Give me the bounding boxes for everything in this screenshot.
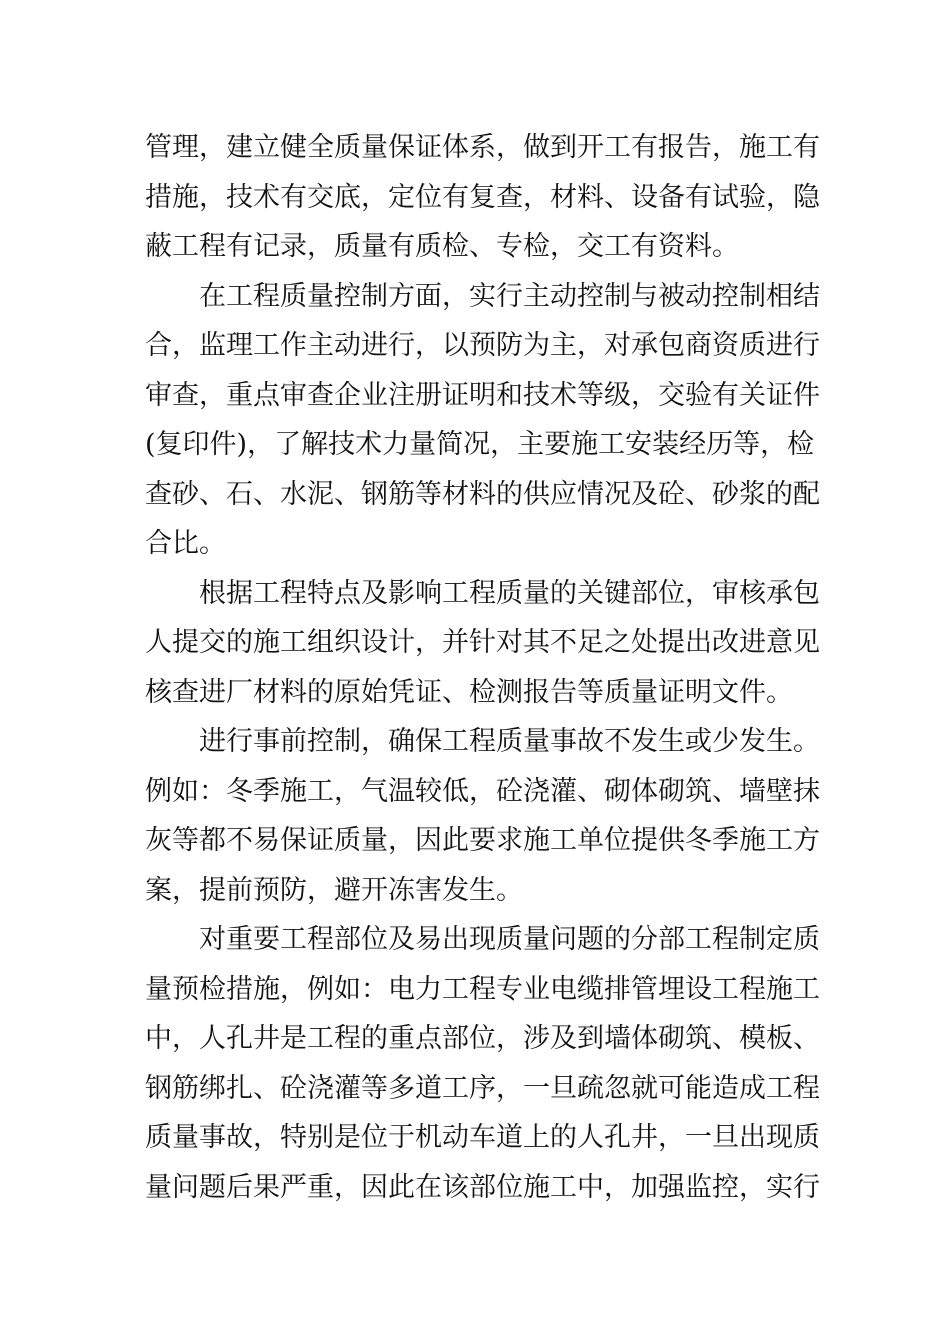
paragraph-line: 查砂、石、水泥、钢筋等材料的供应情况及砼、砂浆的配 <box>145 478 820 510</box>
paragraph-line: 钢筋绑扎、砼浇灌等多道工序，一旦疏忽就可能造成工程 <box>145 1072 820 1104</box>
paragraph-line: 对重要工程部位及易出现质量问题的分部工程制定质 <box>199 924 820 955</box>
paragraph-line: 例如：冬季施工，气温较低，砼浇灌、砌体砌筑、墙壁抹 <box>145 775 820 807</box>
paragraph-2 <box>145 272 820 569</box>
document-body <box>145 123 820 1212</box>
paragraph-line: 审查，重点审查企业注册证明和技术等级，交验有关证件 <box>145 379 820 411</box>
paragraph-line: 合，监理工作主动进行，以预防为主，对承包商资质进行 <box>145 330 820 361</box>
paragraph-line: 人提交的施工组织设计，并针对其不足之处提出改进意见 <box>145 627 820 658</box>
paragraph-line: 进行事前控制，确保工程质量事故不发生或少发生。 <box>199 726 820 757</box>
paragraph-4 <box>145 717 820 915</box>
paragraph-line: 措施，技术有交底，定位有复查，材料、设备有试验，隐 <box>145 181 820 213</box>
paragraph-line: (复印件)，了解技术力量简况，主要施工安装经历等，检 <box>145 429 815 460</box>
paragraph-line: 在工程质量控制方面，实行主动控制与被动控制相结 <box>199 280 820 312</box>
paragraph-5 <box>145 915 820 1212</box>
paragraph-line: 根据工程特点及影响工程质量的关键部位，审核承包 <box>199 577 820 609</box>
paragraph-line: 管理，建立健全质量保证体系，做到开工有报告，施工有 <box>145 132 820 163</box>
paragraph-line: 蔽工程有记录，质量有质检、专检，交工有资料。 <box>145 231 739 262</box>
paragraph-line: 质量事故，特别是位于机动车道上的人孔井，一旦出现质 <box>145 1122 820 1153</box>
paragraph-line: 合比。 <box>145 528 226 559</box>
paragraph-line: 量问题后果严重，因此在该部位施工中，加强监控，实行 <box>145 1171 820 1203</box>
paragraph-3 <box>145 569 820 718</box>
paragraph-line: 中，人孔井是工程的重点部位，涉及到墙体砌筑、模板、 <box>145 1023 820 1054</box>
paragraph-line: 案，提前预防，避开冻害发生。 <box>145 874 523 906</box>
paragraph-line: 核查进厂材料的原始凭证、检测报告等质量证明文件。 <box>145 676 793 708</box>
paragraph-line: 灰等都不易保证质量，因此要求施工单位提供冬季施工方 <box>145 825 820 856</box>
paragraph-1 <box>145 123 820 272</box>
paragraph-line: 量预检措施，例如：电力工程专业电缆排管埋设工程施工 <box>145 973 820 1005</box>
